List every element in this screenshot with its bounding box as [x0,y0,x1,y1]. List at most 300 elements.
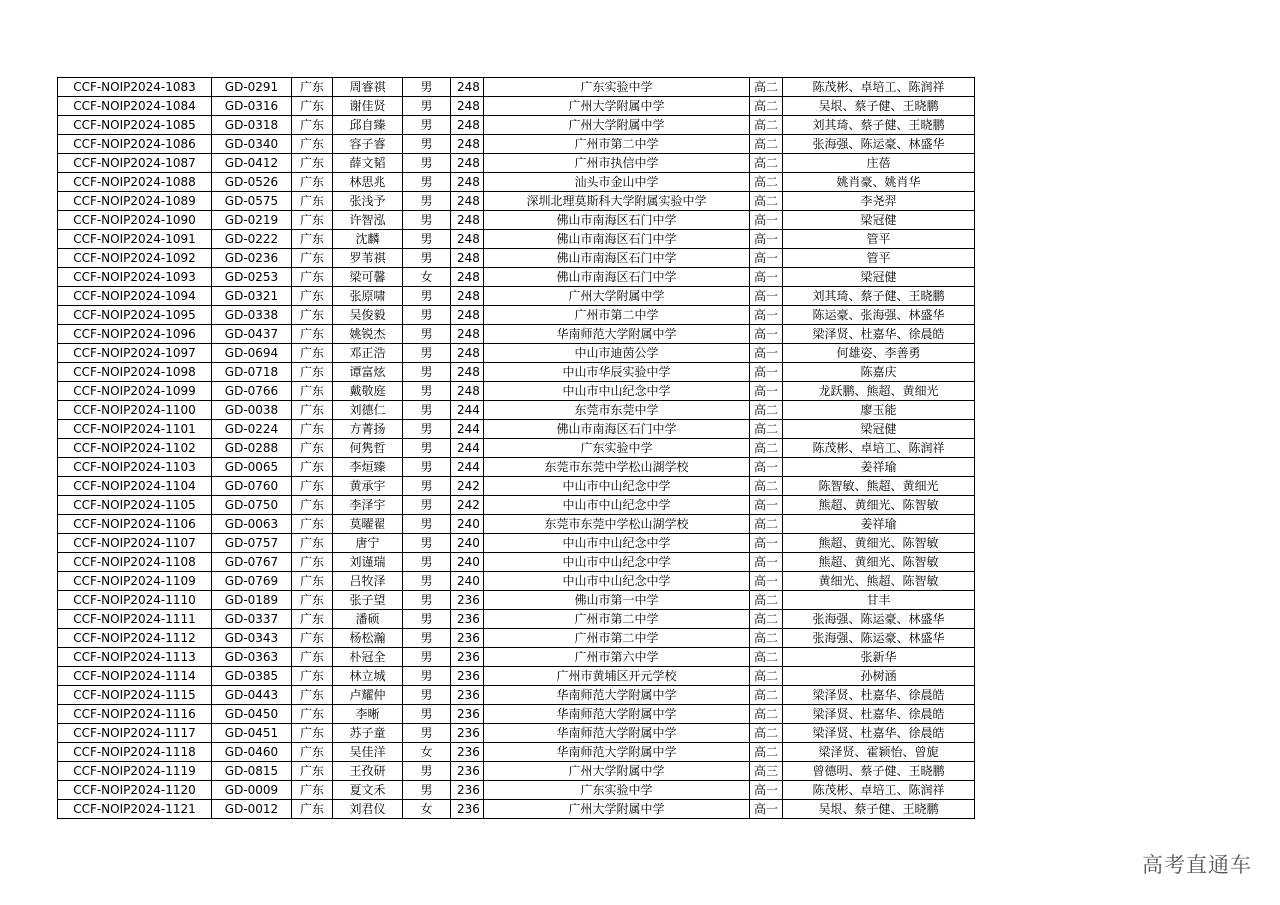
cell-award-id: CCF-NOIP2024-1116 [58,705,212,724]
cell-gender: 男 [403,686,451,705]
cell-score: 248 [451,116,484,135]
cell-school: 广东实验中学 [484,781,750,800]
table-row [58,477,975,496]
cell-student-name: 张原啸 [333,287,403,306]
cell-exam-id: GD-0363 [212,648,292,667]
cell-score: 248 [451,306,484,325]
cell-score: 236 [451,648,484,667]
cell-gender: 男 [403,591,451,610]
cell-gender: 男 [403,705,451,724]
cell-province: 广东 [292,268,333,287]
cell-score: 236 [451,705,484,724]
cell-student-name: 苏子童 [333,724,403,743]
cell-student-name: 容子睿 [333,135,403,154]
cell-school: 华南师范大学附属中学 [484,686,750,705]
cell-exam-id: GD-0815 [212,762,292,781]
cell-gender: 女 [403,268,451,287]
cell-student-name: 谭富炫 [333,363,403,382]
cell-province: 广东 [292,344,333,363]
table-row [58,686,975,705]
table-row [58,287,975,306]
cell-exam-id: GD-0760 [212,477,292,496]
cell-student-name: 吴俊毅 [333,306,403,325]
cell-coach: 姚肖豪、姚肖华 [783,173,975,192]
cell-student-name: 许智泓 [333,211,403,230]
cell-school: 华南师范大学附属中学 [484,705,750,724]
table-row [58,705,975,724]
cell-province: 广东 [292,249,333,268]
cell-province: 广东 [292,496,333,515]
cell-coach: 陈运豪、张海强、林盛华 [783,306,975,325]
cell-grade: 高二 [750,173,783,192]
table-body [58,78,975,819]
cell-grade: 高一 [750,249,783,268]
cell-student-name: 邓正浩 [333,344,403,363]
table-row [58,230,975,249]
cell-score: 248 [451,268,484,287]
cell-grade: 高二 [750,705,783,724]
cell-school: 广州市第二中学 [484,306,750,325]
cell-gender: 男 [403,135,451,154]
cell-student-name: 罗苇祺 [333,249,403,268]
cell-gender: 女 [403,743,451,762]
cell-award-id: CCF-NOIP2024-1086 [58,135,212,154]
cell-award-id: CCF-NOIP2024-1089 [58,192,212,211]
cell-school: 广州市黄埔区开元学校 [484,667,750,686]
cell-student-name: 戴敬庭 [333,382,403,401]
cell-school: 中山市中山纪念中学 [484,572,750,591]
cell-grade: 高一 [750,572,783,591]
cell-student-name: 梁可馨 [333,268,403,287]
cell-school: 汕头市金山中学 [484,173,750,192]
cell-score: 248 [451,173,484,192]
cell-province: 广东 [292,363,333,382]
table-row [58,591,975,610]
cell-student-name: 王孜研 [333,762,403,781]
cell-province: 广东 [292,648,333,667]
cell-exam-id: GD-0767 [212,553,292,572]
cell-award-id: CCF-NOIP2024-1114 [58,667,212,686]
cell-province: 广东 [292,382,333,401]
cell-score: 248 [451,287,484,306]
cell-award-id: CCF-NOIP2024-1085 [58,116,212,135]
cell-coach: 张海强、陈运豪、林盛华 [783,629,975,648]
cell-score: 248 [451,97,484,116]
cell-gender: 男 [403,629,451,648]
cell-gender: 男 [403,458,451,477]
cell-coach: 黄细光、熊超、陈智敏 [783,572,975,591]
cell-school: 中山市华辰实验中学 [484,363,750,382]
cell-gender: 男 [403,211,451,230]
cell-award-id: CCF-NOIP2024-1097 [58,344,212,363]
cell-school: 广州大学附属中学 [484,800,750,819]
cell-exam-id: GD-0694 [212,344,292,363]
cell-exam-id: GD-0337 [212,610,292,629]
cell-grade: 高二 [750,610,783,629]
cell-exam-id: GD-0253 [212,268,292,287]
cell-coach: 陈茂彬、卓培工、陈润祥 [783,439,975,458]
cell-exam-id: GD-0412 [212,154,292,173]
cell-score: 248 [451,154,484,173]
cell-award-id: CCF-NOIP2024-1106 [58,515,212,534]
cell-coach: 孙树涵 [783,667,975,686]
cell-exam-id: GD-0450 [212,705,292,724]
cell-province: 广东 [292,116,333,135]
cell-award-id: CCF-NOIP2024-1094 [58,287,212,306]
table-row [58,629,975,648]
cell-award-id: CCF-NOIP2024-1111 [58,610,212,629]
cell-school: 广州大学附属中学 [484,116,750,135]
table-row [58,553,975,572]
cell-award-id: CCF-NOIP2024-1084 [58,97,212,116]
cell-award-id: CCF-NOIP2024-1100 [58,401,212,420]
cell-grade: 高二 [750,724,783,743]
cell-student-name: 薛文韬 [333,154,403,173]
cell-exam-id: GD-0526 [212,173,292,192]
cell-grade: 高二 [750,439,783,458]
cell-school: 广州市执信中学 [484,154,750,173]
cell-school: 广州大学附属中学 [484,97,750,116]
cell-award-id: CCF-NOIP2024-1091 [58,230,212,249]
cell-award-id: CCF-NOIP2024-1118 [58,743,212,762]
cell-student-name: 张浅予 [333,192,403,211]
cell-exam-id: GD-0219 [212,211,292,230]
cell-grade: 高一 [750,344,783,363]
cell-score: 236 [451,781,484,800]
cell-province: 广东 [292,401,333,420]
cell-score: 248 [451,344,484,363]
cell-gender: 男 [403,439,451,458]
cell-coach: 何雄姿、李善勇 [783,344,975,363]
table-row [58,401,975,420]
cell-score: 248 [451,363,484,382]
cell-score: 236 [451,724,484,743]
cell-exam-id: GD-0063 [212,515,292,534]
cell-coach: 廖玉能 [783,401,975,420]
cell-province: 广东 [292,572,333,591]
cell-exam-id: GD-0236 [212,249,292,268]
cell-student-name: 谢佳贤 [333,97,403,116]
cell-exam-id: GD-0065 [212,458,292,477]
cell-school: 广州大学附属中学 [484,287,750,306]
cell-coach: 刘其琦、蔡子健、王晓鹏 [783,287,975,306]
cell-gender: 男 [403,781,451,800]
cell-school: 佛山市南海区石门中学 [484,268,750,287]
cell-exam-id: GD-0460 [212,743,292,762]
cell-grade: 高二 [750,743,783,762]
cell-grade: 高二 [750,401,783,420]
cell-coach: 熊超、黄细光、陈智敏 [783,553,975,572]
cell-exam-id: GD-0757 [212,534,292,553]
cell-coach: 陈嘉庆 [783,363,975,382]
cell-province: 广东 [292,629,333,648]
cell-grade: 高二 [750,591,783,610]
cell-gender: 男 [403,572,451,591]
cell-school: 中山市迪茵公学 [484,344,750,363]
cell-grade: 高一 [750,287,783,306]
cell-coach: 梁泽贤、杜嘉华、徐晨皓 [783,724,975,743]
cell-score: 244 [451,420,484,439]
cell-score: 248 [451,249,484,268]
cell-grade: 高一 [750,458,783,477]
cell-gender: 男 [403,477,451,496]
cell-school: 东莞市东莞中学松山湖学校 [484,458,750,477]
cell-coach: 吴垠、蔡子健、王晓鹏 [783,97,975,116]
cell-award-id: CCF-NOIP2024-1090 [58,211,212,230]
cell-province: 广东 [292,743,333,762]
cell-student-name: 吕牧泽 [333,572,403,591]
cell-province: 广东 [292,534,333,553]
cell-coach: 姜祥瑜 [783,458,975,477]
cell-student-name: 莫曜翟 [333,515,403,534]
cell-score: 240 [451,515,484,534]
cell-grade: 高二 [750,667,783,686]
cell-school: 中山市中山纪念中学 [484,382,750,401]
cell-exam-id: GD-0009 [212,781,292,800]
cell-school: 中山市中山纪念中学 [484,534,750,553]
cell-gender: 男 [403,325,451,344]
table-row [58,534,975,553]
cell-exam-id: GD-0385 [212,667,292,686]
cell-exam-id: GD-0451 [212,724,292,743]
cell-exam-id: GD-0437 [212,325,292,344]
cell-exam-id: GD-0316 [212,97,292,116]
cell-score: 248 [451,230,484,249]
cell-award-id: CCF-NOIP2024-1102 [58,439,212,458]
cell-school: 东莞市东莞中学 [484,401,750,420]
table-row [58,648,975,667]
table-row [58,306,975,325]
cell-coach: 刘其琦、蔡子健、王晓鹏 [783,116,975,135]
cell-score: 248 [451,78,484,97]
cell-award-id: CCF-NOIP2024-1087 [58,154,212,173]
cell-gender: 男 [403,496,451,515]
cell-exam-id: GD-0443 [212,686,292,705]
table-row [58,610,975,629]
cell-student-name: 方菁扬 [333,420,403,439]
cell-student-name: 潘硕 [333,610,403,629]
table-row [58,135,975,154]
cell-province: 广东 [292,211,333,230]
cell-award-id: CCF-NOIP2024-1117 [58,724,212,743]
table-row [58,154,975,173]
cell-coach: 张海强、陈运豪、林盛华 [783,610,975,629]
table-row [58,515,975,534]
cell-exam-id: GD-0321 [212,287,292,306]
cell-province: 广东 [292,230,333,249]
cell-province: 广东 [292,762,333,781]
cell-student-name: 张子望 [333,591,403,610]
cell-gender: 男 [403,173,451,192]
cell-grade: 高一 [750,382,783,401]
cell-score: 236 [451,610,484,629]
cell-grade: 高一 [750,268,783,287]
cell-province: 广东 [292,724,333,743]
cell-student-name: 姚锐杰 [333,325,403,344]
cell-school: 广东实验中学 [484,439,750,458]
cell-grade: 高一 [750,306,783,325]
cell-coach: 熊超、黄细光、陈智敏 [783,534,975,553]
table-row [58,800,975,819]
cell-student-name: 朴冠全 [333,648,403,667]
cell-score: 236 [451,743,484,762]
cell-coach: 庄蓓 [783,154,975,173]
cell-student-name: 李烜臻 [333,458,403,477]
cell-score: 236 [451,800,484,819]
cell-score: 236 [451,762,484,781]
cell-province: 广东 [292,306,333,325]
table-row [58,382,975,401]
cell-coach: 陈茂彬、卓培工、陈润祥 [783,78,975,97]
cell-school: 佛山市南海区石门中学 [484,249,750,268]
cell-score: 236 [451,667,484,686]
cell-coach: 甘丰 [783,591,975,610]
cell-province: 广东 [292,705,333,724]
cell-grade: 高一 [750,534,783,553]
cell-student-name: 邱自臻 [333,116,403,135]
cell-exam-id: GD-0222 [212,230,292,249]
cell-grade: 高二 [750,477,783,496]
cell-student-name: 何隽哲 [333,439,403,458]
cell-student-name: 吴佳洋 [333,743,403,762]
cell-gender: 男 [403,78,451,97]
cell-coach: 姜祥瑜 [783,515,975,534]
cell-score: 248 [451,135,484,154]
cell-school: 广州市第二中学 [484,135,750,154]
cell-gender: 男 [403,192,451,211]
cell-school: 中山市中山纪念中学 [484,553,750,572]
cell-province: 广东 [292,135,333,154]
cell-grade: 高三 [750,762,783,781]
cell-coach: 张新华 [783,648,975,667]
cell-school: 华南师范大学附属中学 [484,743,750,762]
cell-score: 248 [451,325,484,344]
table-row [58,78,975,97]
cell-coach: 陈茂彬、卓培工、陈润祥 [783,781,975,800]
cell-exam-id: GD-0012 [212,800,292,819]
cell-award-id: CCF-NOIP2024-1112 [58,629,212,648]
cell-score: 242 [451,477,484,496]
cell-coach: 曾德明、蔡子健、王晓鹏 [783,762,975,781]
cell-exam-id: GD-0189 [212,591,292,610]
table-row [58,363,975,382]
cell-grade: 高一 [750,325,783,344]
cell-award-id: CCF-NOIP2024-1120 [58,781,212,800]
cell-coach: 梁冠健 [783,211,975,230]
cell-award-id: CCF-NOIP2024-1096 [58,325,212,344]
cell-award-id: CCF-NOIP2024-1109 [58,572,212,591]
cell-gender: 男 [403,553,451,572]
cell-gender: 男 [403,154,451,173]
table-row [58,439,975,458]
cell-school: 佛山市南海区石门中学 [484,230,750,249]
cell-grade: 高二 [750,97,783,116]
cell-score: 242 [451,496,484,515]
cell-student-name: 唐宁 [333,534,403,553]
cell-student-name: 夏文禾 [333,781,403,800]
cell-award-id: CCF-NOIP2024-1083 [58,78,212,97]
cell-school: 佛山市南海区石门中学 [484,211,750,230]
cell-grade: 高一 [750,800,783,819]
cell-coach: 张海强、陈运豪、林盛华 [783,135,975,154]
cell-grade: 高二 [750,135,783,154]
cell-gender: 男 [403,382,451,401]
cell-award-id: CCF-NOIP2024-1088 [58,173,212,192]
cell-award-id: CCF-NOIP2024-1119 [58,762,212,781]
cell-score: 240 [451,553,484,572]
cell-award-id: CCF-NOIP2024-1121 [58,800,212,819]
cell-grade: 高一 [750,363,783,382]
cell-province: 广东 [292,686,333,705]
cell-province: 广东 [292,515,333,534]
cell-gender: 男 [403,420,451,439]
table-row [58,781,975,800]
cell-award-id: CCF-NOIP2024-1105 [58,496,212,515]
cell-gender: 女 [403,800,451,819]
cell-score: 248 [451,382,484,401]
cell-coach: 梁泽贤、杜嘉华、徐晨皓 [783,705,975,724]
cell-gender: 男 [403,344,451,363]
table-row [58,211,975,230]
watermark-text: 高考直通车 [1142,853,1252,877]
cell-grade: 高二 [750,420,783,439]
cell-gender: 男 [403,534,451,553]
cell-school: 中山市中山纪念中学 [484,496,750,515]
cell-award-id: CCF-NOIP2024-1104 [58,477,212,496]
cell-score: 248 [451,192,484,211]
cell-school: 广东实验中学 [484,78,750,97]
table-row [58,97,975,116]
cell-gender: 男 [403,515,451,534]
cell-student-name: 林思兆 [333,173,403,192]
cell-coach: 管平 [783,230,975,249]
cell-school: 广州市第二中学 [484,629,750,648]
cell-grade: 高二 [750,515,783,534]
cell-coach: 吴垠、蔡子健、王晓鹏 [783,800,975,819]
cell-gender: 男 [403,762,451,781]
table-row [58,116,975,135]
cell-gender: 男 [403,116,451,135]
cell-student-name: 沈麟 [333,230,403,249]
cell-award-id: CCF-NOIP2024-1095 [58,306,212,325]
cell-grade: 高二 [750,629,783,648]
cell-exam-id: GD-0718 [212,363,292,382]
cell-province: 广东 [292,458,333,477]
cell-score: 240 [451,534,484,553]
cell-gender: 男 [403,610,451,629]
cell-school: 深圳北理莫斯科大学附属实验中学 [484,192,750,211]
cell-student-name: 李晰 [333,705,403,724]
table-row [58,743,975,762]
cell-award-id: CCF-NOIP2024-1110 [58,591,212,610]
table-row [58,762,975,781]
cell-province: 广东 [292,477,333,496]
cell-province: 广东 [292,154,333,173]
cell-province: 广东 [292,610,333,629]
cell-province: 广东 [292,553,333,572]
cell-school: 佛山市第一中学 [484,591,750,610]
cell-exam-id: GD-0224 [212,420,292,439]
cell-student-name: 李泽宇 [333,496,403,515]
cell-student-name: 黄承宇 [333,477,403,496]
cell-award-id: CCF-NOIP2024-1107 [58,534,212,553]
cell-grade: 高二 [750,78,783,97]
cell-score: 244 [451,458,484,477]
results-table [57,77,975,819]
cell-gender: 男 [403,648,451,667]
table-row [58,325,975,344]
cell-score: 236 [451,686,484,705]
